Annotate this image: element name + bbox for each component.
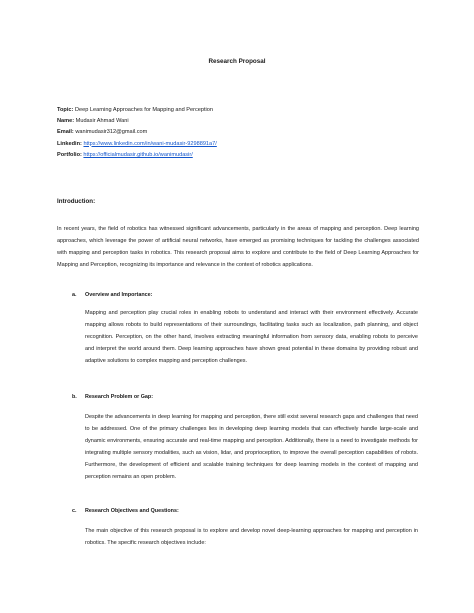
linkedin-line — [57, 139, 437, 150]
section-b-heading — [72, 393, 153, 401]
topic-line — [57, 105, 437, 116]
section-c-title: Research Objectives and Questions: — [85, 508, 179, 514]
section-b-paragraph: Despite the advancements in deep learning for mapping and perception, there still exist several research gaps and challenges that need to be addressed. One of the primary challenges lies in developing deep learning models that can effectively handle large-scale and dynamic environments, ensuring accurate and real-time mapping and perception. Additionally, there is a need to investigate methods for integrating multiple sensory modalities, such as vision, lidar, and proprioception, to improve the overall perception capabilities of robots. Furthermore, the development of efficient and scalable training techniques for deep learning models in the context of mapping and perception remains an open problem. — [85, 414, 418, 481]
portfolio-link[interactable]: https://officialmudasir.github.io/wanimudasir/ — [83, 151, 193, 158]
linkedin-link[interactable]: https://www.linkedin.com/in/wani-mudasir-9298891a7/ — [83, 140, 217, 147]
section-a-paragraph: Mapping and perception play crucial roles in enabling robots to understand and interact with their environment effectively. Accurate mapping allows robots to build representations of their surroundings, facilitating tasks such as localization, path planning, and object recognition. Perception, on the other hand, involves extracting meaningful information from sensory data, enabling robots to perceive and interpret the world around them. Deep learning approaches have shown great potential in these domains by providing robust and adaptive solutions to complex mapping and perception challenges. — [85, 310, 418, 365]
section-c-paragraph: The main objective of this research proposal is to explore and develop novel deep-learning approaches for mapping and perception in robotics. The specific research objectives include: — [85, 528, 418, 547]
name-label: Name: — [57, 118, 75, 125]
linkedin-label: Linkedin: — [57, 140, 82, 147]
name-line — [57, 116, 437, 127]
section-a-heading — [72, 291, 152, 299]
portfolio-label: Portfolio: — [57, 151, 82, 158]
email-value: wanimudasir312@gmail.com — [75, 129, 148, 136]
author-info-block — [57, 105, 437, 161]
section-a-letter: a. — [72, 292, 77, 298]
topic-value: Deep Learning Approaches for Mapping and Perception — [74, 107, 214, 113]
section-c-heading — [72, 507, 179, 515]
topic-label: Topic: — [57, 107, 74, 113]
section-c-letter: c. — [72, 508, 77, 514]
introduction-heading: Introduction: — [57, 198, 96, 205]
email-label: Email: — [57, 129, 74, 136]
introduction-paragraph: In recent years, the field of robotics has witnessed significant advancements, particularly in the areas of mapping and perception. Deep learning approaches, which leverage the power of artificial neural networks, have emerged as promising techniques for tackling the challenges associated with mapping and perception tasks in robotics. This research proposal aims to explore and contribute to the field of Deep Learning Approaches for Mapping and Perception, recognizing its importance and relevance in the context of robotics applications. — [57, 226, 419, 269]
section-a-title: Overview and Importance: — [85, 292, 153, 298]
section-b-letter: b. — [72, 394, 77, 400]
email-line — [57, 127, 437, 138]
name-value: Mudasir Ahmad Wani — [75, 118, 129, 125]
document-title: Research Proposal — [208, 58, 266, 65]
section-b-title: Research Problem or Gap: — [85, 394, 154, 400]
portfolio-line — [57, 150, 437, 161]
